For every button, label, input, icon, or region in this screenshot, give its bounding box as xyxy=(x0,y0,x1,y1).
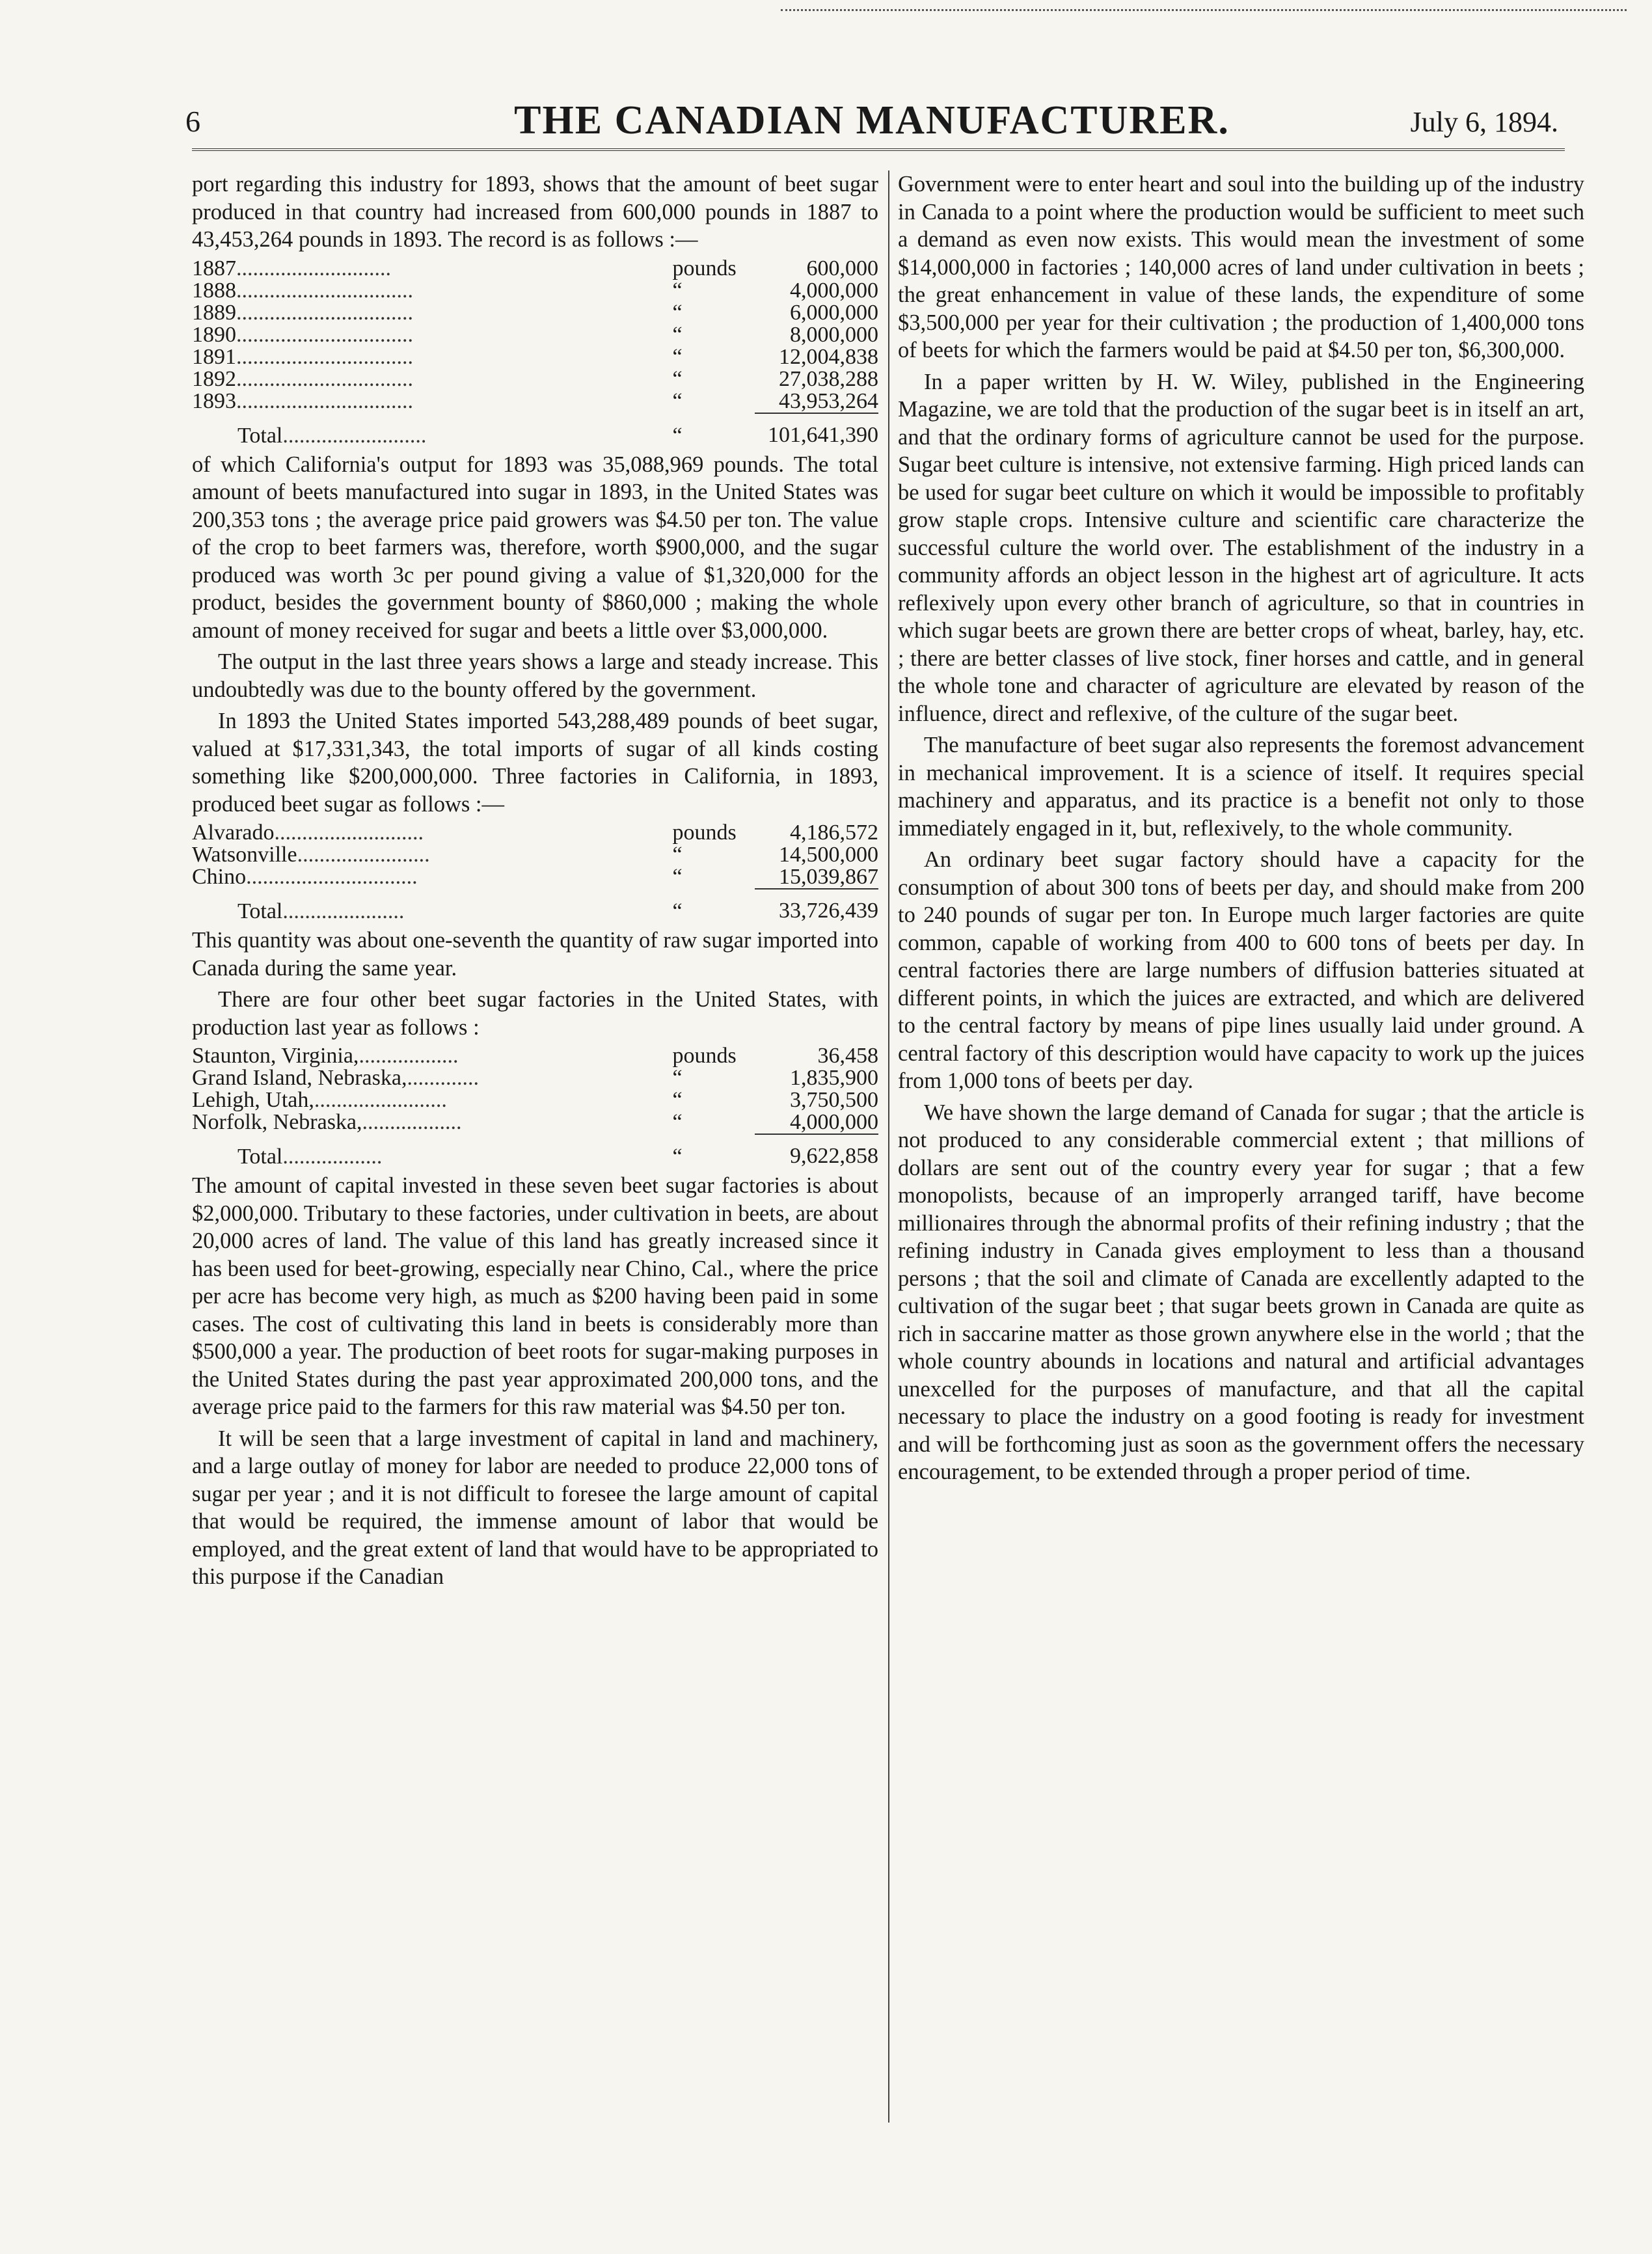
total-row: Total.................. “ 9,622,858 xyxy=(192,1134,878,1168)
value-cell: 43,953,264 xyxy=(779,388,878,413)
year-label: 1889 xyxy=(192,300,236,325)
paragraph: The output in the last three years shows a large and steady increase. This undoubtedly was due to the bounty offered by the government. xyxy=(192,649,878,702)
unit-label: pounds xyxy=(672,821,737,845)
unit-label: “ xyxy=(672,865,683,889)
unit-label: “ xyxy=(672,366,683,391)
value-cell: 36,458 xyxy=(817,1044,878,1068)
production-record-table xyxy=(192,258,878,447)
page-header xyxy=(185,98,1558,150)
value-cell: 3,750,500 xyxy=(790,1088,878,1112)
table-row: Lehigh, Utah,........................ “ 3,750,500 xyxy=(192,1088,878,1112)
unit-label: “ xyxy=(672,1066,683,1090)
table-row: Alvarado........................... pounds 4,186,572 xyxy=(192,821,878,845)
table-row: Norfolk, Nebraska,.................. “ 4,000,000 xyxy=(192,1110,878,1134)
year-label: 1887 xyxy=(192,256,236,280)
total-label: Total xyxy=(237,1145,283,1169)
unit-label: “ xyxy=(672,1088,683,1112)
table-row: Watsonville........................ “ 14,500,000 xyxy=(192,843,878,867)
total-label: Total xyxy=(237,899,283,923)
table-row: Staunton, Virginia,.................. pounds 36,458 xyxy=(192,1044,878,1068)
table-row: 1892................................ “ 27,038,288 xyxy=(192,366,878,391)
year-label: 1893 xyxy=(192,388,236,413)
column-divider xyxy=(888,170,889,2123)
value-cell: 600,000 xyxy=(806,256,878,280)
factory-label: Grand Island, Nebraska, xyxy=(192,1066,407,1090)
value-cell: 14,500,000 xyxy=(779,843,878,867)
publication-title: THE CANADIAN MANUFACTURER. xyxy=(514,98,1230,143)
value-cell: 27,038,288 xyxy=(779,366,878,391)
paragraph: The manufacture of beet sugar also represents the foremost advancement in mechanical improvement. It is a science of itself. It requires special machinery and apparatus, and its practice is a benefit not only to those immediately engaged in it, but, reflexively, to the whole community. xyxy=(898,733,1584,841)
table-row: 1891................................ “ 12,004,838 xyxy=(192,344,878,369)
paragraph: port regarding this industry for 1893, shows that the amount of beet sugar produced in that country had increased from 600,000 pounds in 1887 to 43,453,264 pounds in 1893. The record is as follows :— xyxy=(192,172,878,252)
unit-label: “ xyxy=(672,278,683,303)
paragraph: The amount of capital invested in these seven beet sugar factories is about $2,000,000. Tributary to these factories, under cultivation in beets, are about 20,000 acres of land. The value of this land has greatly increased since it has been used for beet-growing, especially near Chino, Cal., where the price per acre has become very high, as much as $200 having been paid in some cases. The cost of cultivating this land in beets is considerably more than $500,000 a year. The production of beet roots for sugar-making purposes in the United States during the past year approximated 200,000 tons, and the average price paid to the farmers for this raw material was $4.50 per ton. xyxy=(192,1173,878,1419)
table-row: 1888................................ “ 4,000,000 xyxy=(192,278,878,303)
total-value: 9,622,858 xyxy=(755,1134,878,1168)
page-top-edge xyxy=(781,0,1627,11)
california-factories-table xyxy=(192,822,878,923)
issue-date: July 6, 1894. xyxy=(1410,106,1558,138)
factory-label: Chino xyxy=(192,865,247,889)
value-cell: 6,000,000 xyxy=(790,300,878,325)
factory-label: Staunton, Virginia, xyxy=(192,1044,359,1068)
table-row: 1887............................ pounds 600,000 xyxy=(192,256,878,280)
factory-label: Alvarado xyxy=(192,821,275,845)
value-cell: 1,835,900 xyxy=(790,1066,878,1090)
unit-label: “ xyxy=(672,388,683,413)
value-cell: 8,000,000 xyxy=(790,322,878,347)
value-cell: 4,186,572 xyxy=(790,821,878,845)
unit-label: “ xyxy=(672,322,683,347)
value-cell: 4,000,000 xyxy=(790,1110,878,1134)
year-label: 1891 xyxy=(192,344,236,369)
paragraph: An ordinary beet sugar factory should have a capacity for the consumption of about 300 tons of beets per day, and should make from 200 to 240 pounds of sugar per ton. In Europe much larger factories are quite common, capable of working from 400 to 600 tons of beets per day. In central factories there are large numbers of diffusion batteries situated at different points, in which the juices are extracted, and which are delivered to the central factory by means of pipe lines usually laid under ground. A central factory of this description would have capacity to work up the juices from 1,000 tons of beets per day. xyxy=(898,847,1584,1093)
paragraph: There are four other beet sugar factories in the United States, with production last year as follows : xyxy=(192,987,878,1040)
table-row: 1890................................ “ 8,000,000 xyxy=(192,322,878,347)
paragraph: In a paper written by H. W. Wiley, published in the Engineering Magazine, we are told that the production of the sugar beet is in itself an art, and that the ordinary forms of agriculture cannot be used for the purpose. Sugar beet culture is intensive, not extensive farming. High priced lands can be used for sugar beet culture on which it would be impossible to profitably grow staple crops. Intensive culture and scientific care characterize the successful culture the world over. The establishment of the industry in a community affords an object lesson in the highest art of agriculture. It acts reflexively upon every other branch of agriculture, so that in countries in which sugar beets are grown there are better crops of wheat, barley, hay, etc. ; there are better classes of live stock, finer horses and cattle, and in general the whole tone and character of agriculture are elevated by reason of the influence, direct and reflexive, of the culture of the sugar beet. xyxy=(898,369,1584,726)
right-column xyxy=(898,170,1584,1490)
paragraph: of which California's output for 1893 was 35,088,969 pounds. The total amount of beets manufactured into sugar in 1893, in the United States was 200,353 tons ; the average price paid growers was $4.50 per ton. The value of the crop to beet farmers was, therefore, worth $900,000, and the sugar produced was worth 3c per pound giving a value of $1,320,000 for the product, besides the government bounty of $860,000 ; making the whole amount of money received for sugar and beets a little over $3,000,000. xyxy=(192,452,878,643)
table-row: Chino............................... “ 15,039,867 xyxy=(192,865,878,889)
total-row: Total...................... “ 33,726,439 xyxy=(192,889,878,923)
table-row: 1889................................ “ 6,000,000 xyxy=(192,300,878,325)
table-row: 1893................................ “ 43,953,264 xyxy=(192,388,878,413)
other-factories-table xyxy=(192,1045,878,1168)
paragraph: This quantity was about one-seventh the quantity of raw sugar imported into Canada during the same year. xyxy=(192,928,878,981)
unit-label: “ xyxy=(672,423,683,448)
factory-label: Watsonville xyxy=(192,843,297,867)
value-cell: 15,039,867 xyxy=(779,865,878,889)
total-label: Total xyxy=(237,423,283,448)
year-label: 1890 xyxy=(192,322,236,347)
header-rule xyxy=(192,148,1565,151)
paragraph: We have shown the large demand of Canada for sugar ; that the article is not produced to any considerable commercial extent ; that millions of dollars are sent out of the country every year for sugar ; that a few monopolists, because of an improperly arranged tariff, have become millionaires through the abnormal profits of their refining industry ; that the refining industry in Canada gives employment to less than a thousand persons ; that the soil and climate of Canada are excellently adapted to the cultivation of the sugar beet ; that sugar beets grown in Canada are quite as rich in saccarine matter as those grown anywhere else in the world ; that the whole country abounds in locations and natural and artificial advantages unexcelled for the purposes of manufacture, and that all the capital necessary to place the industry on a good footing is ready for investment and will be forthcoming just as soon as the government offers the necessary encouragement, to be extended through a proper period of time. xyxy=(898,1100,1584,1484)
paragraph: In 1893 the United States imported 543,288,489 pounds of beet sugar, valued at $17,331,343, the total imports of sugar of all kinds costing something like $200,000,000. Three factories in California, in 1893, produced beet sugar as follows :— xyxy=(192,709,878,817)
factory-label: Norfolk, Nebraska, xyxy=(192,1110,362,1134)
unit-label: pounds xyxy=(672,1044,737,1068)
year-label: 1892 xyxy=(192,366,236,391)
left-column xyxy=(192,170,878,1595)
value-cell: 4,000,000 xyxy=(790,278,878,303)
unit-label: “ xyxy=(672,843,683,867)
unit-label: pounds xyxy=(672,256,737,280)
value-cell: 12,004,838 xyxy=(779,344,878,369)
total-value: 101,641,390 xyxy=(755,413,878,447)
year-label: 1888 xyxy=(192,278,236,303)
total-row: Total.......................... “ 101,641,390 xyxy=(192,413,878,447)
unit-label: “ xyxy=(672,899,683,923)
paragraph: It will be seen that a large investment of capital in land and machinery, and a large outlay of money for labor are needed to produce 22,000 tons of sugar per year ; and it is not difficult to foresee the large amount of capital that would be required, the immense amount of labor that would be employed, and the great extent of land that would have to be appropriated to this purpose if the Canadian xyxy=(192,1426,878,1589)
factory-label: Lehigh, Utah, xyxy=(192,1088,314,1112)
paragraph: Government were to enter heart and soul into the building up of the industry in Canada to a point where the production would be sufficient to meet such a demand as even now exists. This would mean the investment of some $14,000,000 in factories ; 140,000 acres of land under cultivation in beets ; the great enhancement in value of these lands, the expenditure of some $3,500,000 per year for their cultivation ; the production of 1,400,000 tons of beets for which the farmers would be paid at $4.50 per ton, $6,300,000. xyxy=(898,172,1584,362)
table-row: Grand Island, Nebraska,............. “ 1,835,900 xyxy=(192,1066,878,1090)
page-number: 6 xyxy=(185,105,200,138)
unit-label: “ xyxy=(672,1145,683,1169)
total-value: 33,726,439 xyxy=(755,889,878,923)
unit-label: “ xyxy=(672,344,683,369)
unit-label: “ xyxy=(672,1110,683,1134)
unit-label: “ xyxy=(672,300,683,325)
